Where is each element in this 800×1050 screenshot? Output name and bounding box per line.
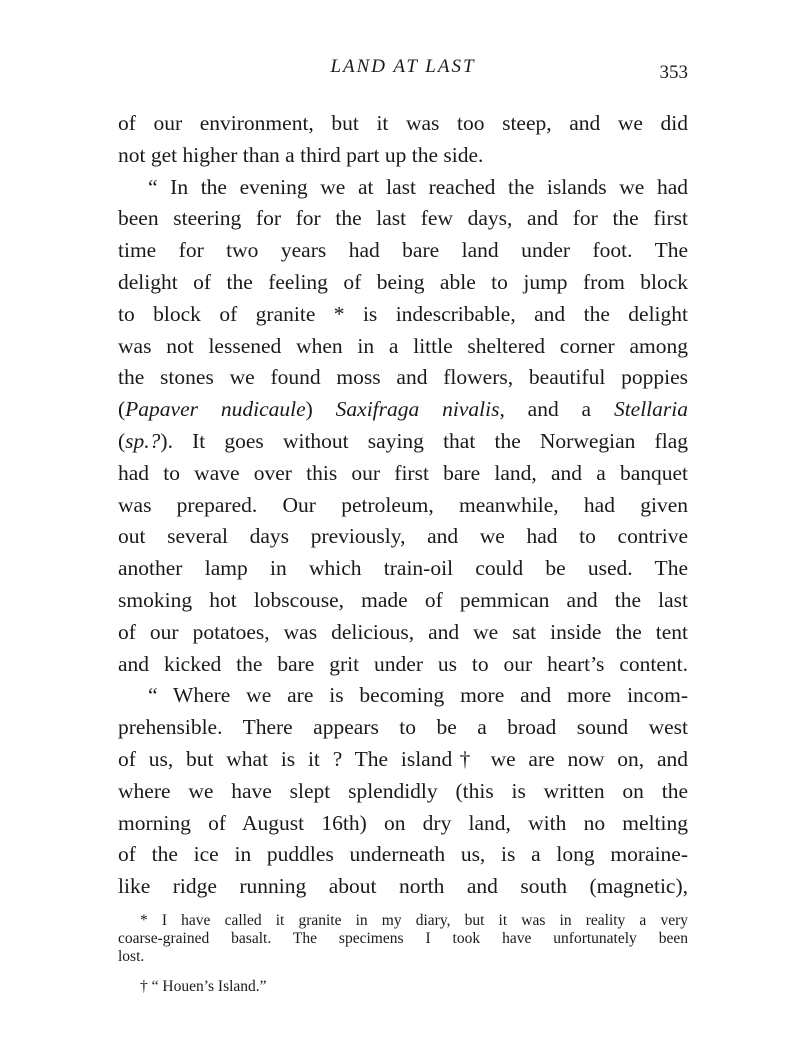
running-title: LAND AT LAST: [330, 56, 476, 77]
text-line-italic-species: (Papaver nudicaule) Saxifraga nivalis, and a Stellaria: [118, 397, 688, 422]
footnote-1-line: * I have called it granite in my diary, but it was in reality a very: [140, 912, 688, 929]
text-line: like ridge running about north and south (magnetic),: [118, 874, 688, 899]
text-line: “ In the evening we at last reached the islands we had: [148, 174, 688, 199]
footnote-1-line: coarse-grained basalt. The specimens I took have unfortunately been: [118, 930, 688, 947]
text-line-sp: (sp.?). It goes without saying that the Norwegian flag: [118, 428, 688, 453]
italic-stellaria: Stellaria: [613, 397, 688, 422]
text-line: delight of the feeling of being able to jump from block: [118, 269, 688, 294]
text-line: not get higher than a third part up the side.: [118, 142, 484, 167]
text-line: been steering for for the last few days, and for the first: [118, 206, 688, 231]
italic-sp: sp.?: [125, 428, 161, 453]
text-line: had to wave over this our first bare land, and a banquet: [118, 460, 688, 485]
text-line: where we have slept splendidly (this is written on the: [118, 778, 688, 803]
running-head: [118, 56, 688, 86]
text-line: prehensible. There appears to be a broad sound west: [118, 715, 688, 740]
footnote-2: † “ Houen’s Island.”: [140, 978, 267, 995]
text-line: time for two years had bare land under foot. The: [118, 238, 688, 263]
text-line: out several days previously, and we had to contrive: [118, 524, 688, 549]
text-line: was not lessened when in a little sheltered corner among: [118, 333, 688, 358]
text-line: another lamp in which train-oil could be used. The: [118, 556, 688, 581]
footnote-1-line: lost.: [118, 948, 145, 965]
body-text: [118, 108, 688, 903]
italic-saxifraga: Saxifraga nivalis: [335, 397, 500, 422]
text-line: and kicked the bare grit under us to our heart’s content.: [118, 651, 688, 676]
text-line: of us, but what is it ? The island† we are now on, and: [118, 746, 688, 771]
text-line: was prepared. Our petroleum, meanwhile, had given: [118, 492, 688, 517]
text-line: of our environment, but it was too steep, and we did: [118, 111, 688, 135]
text-line: the stones we found moss and flowers, beautiful poppies: [118, 365, 688, 390]
text-line: smoking hot lobscouse, made of pemmican and the last: [118, 587, 688, 612]
text-line: of our potatoes, was delicious, and we sat inside the tent: [118, 619, 688, 644]
text-line: of the ice in puddles underneath us, is a long moraine-: [118, 842, 688, 867]
text-line: morning of August 16th) on dry land, with no melting: [118, 810, 688, 835]
italic-papaver: Papaver nudicaule: [125, 397, 306, 422]
footnote-spacer: [118, 966, 688, 978]
text-line: to block of granite * is indescribable, and the delight: [118, 301, 688, 326]
page-number: 353: [659, 62, 688, 83]
text-line: “ Where we are is becoming more and more incom-: [148, 683, 688, 708]
footnotes: [118, 912, 688, 996]
